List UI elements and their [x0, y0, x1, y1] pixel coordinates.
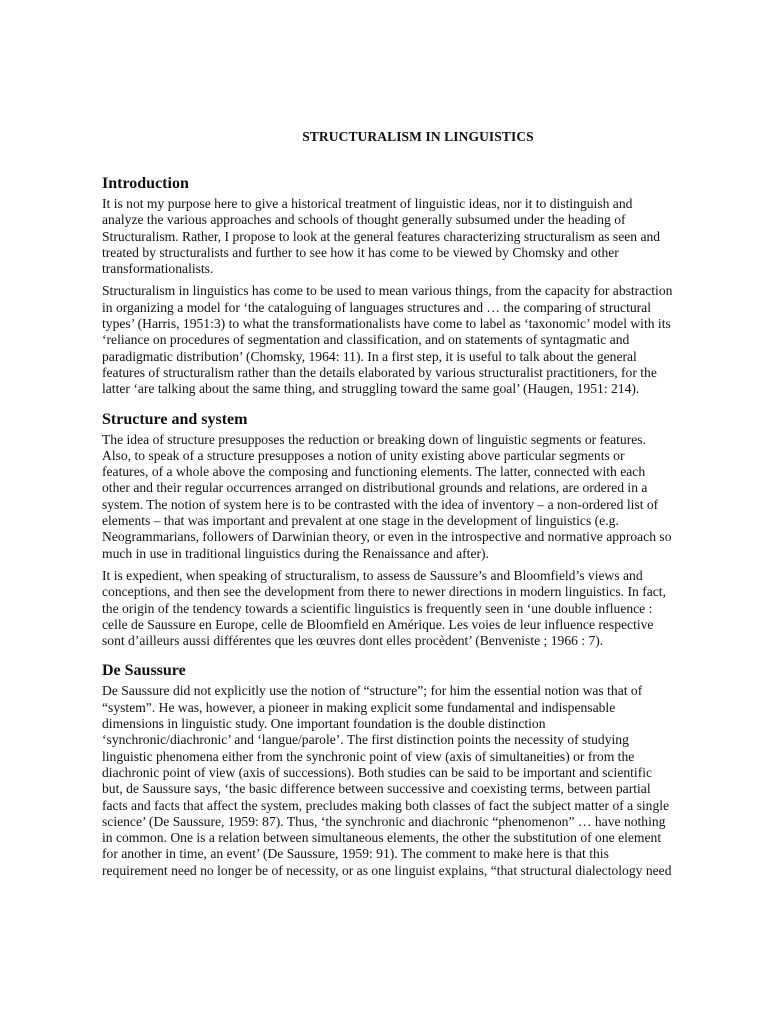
- paragraph: It is expedient, when speaking of structuralism, to assess de Saussure’s and Bloomfield’s views and conceptions, and then see the development from there to newer directions in modern linguistics. In fact, the origin of the tendency towards a scientific linguistics is frequently seen in ‘une double influence : celle de Saussure en Europe, celle de Bloomfield en Amérique. Les voies de leur influence respective sont d’ailleurs aussi différentes que les œuvres dont elles procèdent’ (Benveniste ; 1966 : 7).: [102, 567, 666, 649]
- paragraph: Structuralism in linguistics has come to be used to mean various things, from the capacity for abstraction in organizing a model for ‘the cataloguing of languages structures and … the comparing of structural types’ (Harris, 1951:3) to what the transformationalists have come to label as ‘taxonomic’ model with its ‘reliance on procedures of segmentation and classification, and on statements of syntagmatic and paradigmatic distribution’ (Chomsky, 1964: 11). In a first step, it is useful to talk about the general features of structuralism rather than the details elaborated by various structuralist practitioners, for the latter ‘are talking about the same thing, and struggling toward the same goal’ (Haugen, 1951: 214).: [102, 283, 673, 397]
- section-structure-and-system: [102, 410, 742, 650]
- section-heading: De Saussure: [102, 662, 186, 680]
- paragraph: The idea of structure presupposes the reduction or breaking down of linguistic segments or features. Also, to speak of a structure presupposes a notion of unity existing above particular segments or features, of a whole above the composing and functioning elements. The latter, connected with each other and their regular occurrences arranged on distributional grounds and relations, are ordered in a system. The notion of system here is to be contrasted with the idea of inventory – a non-ordered list of elements – that was important and prevalent at one stage in the development of linguistics (e.g. Neogrammarians, followers of Darwinian theory, or even in the introspective and normative approach so much in use in traditional linguistics during the Renaissance and after).: [102, 431, 672, 561]
- section-introduction: [102, 174, 742, 398]
- paragraph: It is not my purpose here to give a historical treatment of linguistic ideas, nor it to distinguish and analyze the various approaches and schools of thought generally subsumed under the heading of Structuralism. Rather, I propose to look at the general features characterizing structuralism as seen and treated by structuralists and further to see how it has come to be viewed by Chomsky and other transformationalists.: [102, 196, 661, 277]
- section-de-saussure: [102, 661, 742, 879]
- document-body: [102, 174, 742, 885]
- section-heading: Structure and system: [102, 410, 248, 428]
- section-heading: Introduction: [102, 175, 189, 192]
- document-title: STRUCTURALISM IN LINGUISTICS: [302, 129, 534, 144]
- paragraph: De Saussure did not explicitly use the notion of “structure”; for him the essential notion was that of “system”. He was, however, a pioneer in making explicit some fundamental and indispensable dimensions in linguistic study. One important foundation is the double distinction ‘synchronic/diachronic’ and ‘langue/parole’. The first distinction points the necessity of studying linguistic phenomena either from the synchronic point of view (axis of simultaneities) or from the diachronic point of view (axis of successions). Both studies can be said to be important and scientific but, de Saussure says, ‘the basic difference between successive and coexisting terms, between partial facts and facts that affect the system, precludes making both classes of fact the subject matter of a single science’ (De Saussure, 1959: 87). Thus, ‘the synchronic and diachronic “phenomenon” … have nothing in common. One is a relation between simultaneous elements, the other the substitution of one element for another in time, an event’ (De Saussure, 1959: 91). The comment to make here is that this requirement need no longer be of necessity, or as one linguist explains, “that structural dialectology need: [102, 683, 672, 878]
